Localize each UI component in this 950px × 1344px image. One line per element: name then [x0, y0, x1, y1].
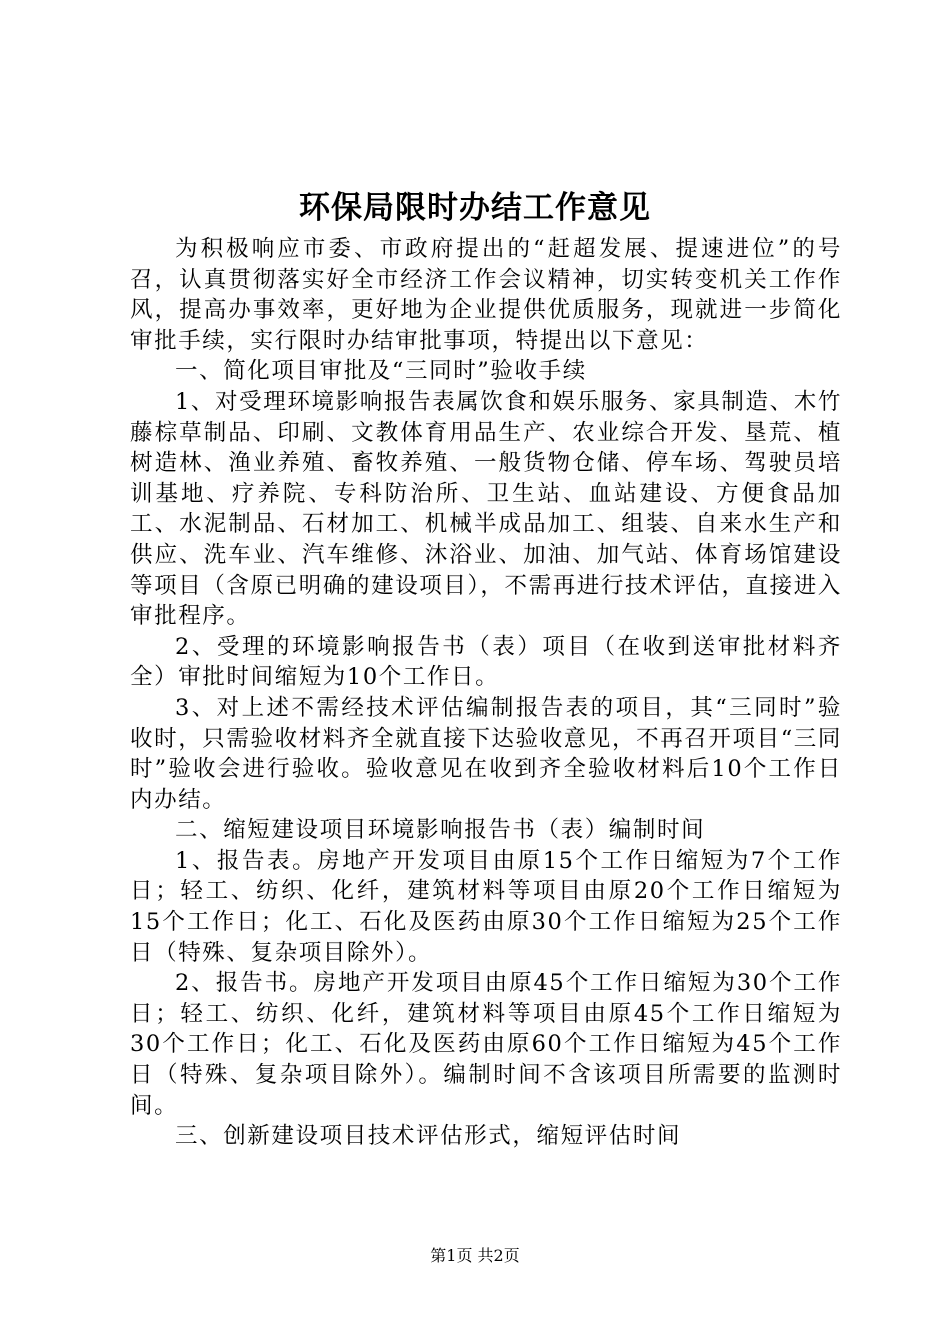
page-number-footer: 第1页 共2页	[430, 1246, 520, 1265]
section-heading-1: 一、简化项目审批及“三同时”验收手续	[175, 358, 587, 385]
section-heading-2: 二、缩短建设项目环境影响报告书（表）编制时间	[175, 817, 706, 844]
document-title: 环保局限时办结工作意见	[299, 190, 651, 226]
paragraph-2-1: 1、报告表。房地产开发项目由原15个工作日缩短为7个工作日；轻工、纺织、化纤，建筑材料等项目由原20个工作日缩短为15个工作日；化工、石化及医药由原30个工作日缩短为25个工作日（特殊、复杂项目除外）。	[130, 847, 842, 966]
paragraph-1-2: 2、受理的环境影响报告书（表）项目（在收到送审批材料齐全）审批时间缩短为10个工作日。	[130, 633, 842, 691]
section-heading-3: 三、创新建设项目技术评估形式，缩短评估时间	[175, 1123, 682, 1150]
paragraph-2-2: 2、报告书。房地产开发项目由原45个工作日缩短为30个工作日；轻工、纺织、化纤，建筑材料等项目由原45个工作日缩短为30个工作日；化工、石化及医药由原60个工作日缩短为45个工作日（特殊、复杂项目除外）。编制时间不含该项目所需要的监测时间。	[130, 970, 842, 1119]
paragraph-1-3: 3、对上述不需经技术评估编制报告表的项目，其“三同时”验收时，只需验收材料齐全就直接下达验收意见，不再召开项目“三同时”验收会进行验收。验收意见在收到齐全验收材料后10个工作日内办结。	[130, 694, 843, 813]
paragraph-1-1: 1、对受理环境影响报告表属饮食和娱乐服务、家具制造、木竹藤棕草制品、印刷、文教体育用品生产、农业综合开发、垦荒、植树造林、渔业养殖、畜牧养殖、一般货物仓储、停车场、驾驶员培训基地、疗养院、专科防治所、卫生站、血站建设、方便食品加工、水泥制品、石材加工、机械半成品加工、组装、自来水生产和供应、洗车业、汽车维修、沐浴业、加油、加气站、体育场馆建设等项目（含原已明确的建设项目），不需再进行技术评估，直接进入审批程序。	[130, 388, 842, 630]
paragraph-intro: 为积极响应市委、市政府提出的“赶超发展、提速进位”的号召，认真贯彻落实好全市经济工作会议精神，切实转变机关工作作风，提高办事效率，更好地为企业提供优质服务，现就进一步简化审批手续，实行限时办结审批事项，特提出以下意见：	[130, 236, 842, 354]
document-body	[130, 234, 842, 1152]
